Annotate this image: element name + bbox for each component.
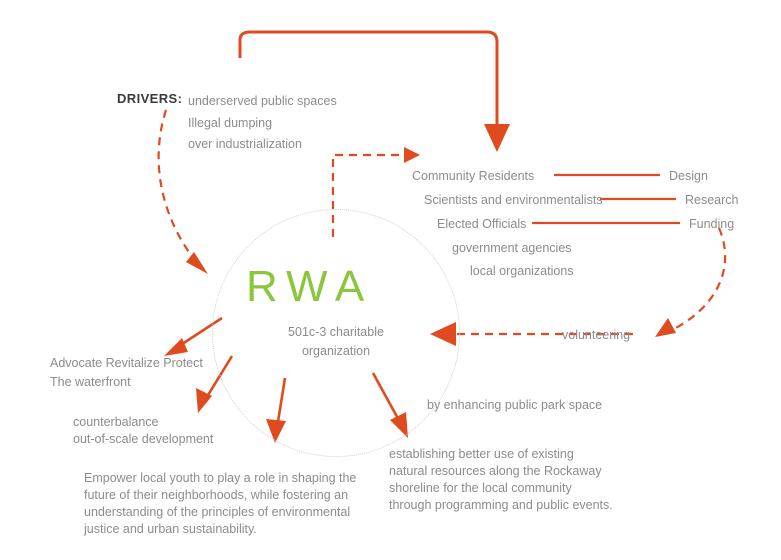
stakeholder-item-1: Scientists and environmentalists xyxy=(424,193,603,207)
drivers-item-2: over industrialization xyxy=(188,137,302,151)
volunteering-label: volunteering xyxy=(562,328,631,342)
output-empower-line-1: future of their neighborhoods, while fostering an xyxy=(84,488,349,502)
right-loop-arrowhead xyxy=(655,318,676,337)
org-subtitle-line1: 501c-3 charitable xyxy=(288,325,384,339)
stakeholder-item-4: local organizations xyxy=(470,264,574,278)
contribution-research: Research xyxy=(685,193,739,207)
drivers-dashed-arrowhead xyxy=(186,252,208,274)
output-empower-line-3: justice and urban sustainability. xyxy=(84,522,257,536)
output-park-space: by enhancing public park space xyxy=(427,398,603,412)
circle-to-stakeholders-arrowhead xyxy=(404,147,420,163)
stakeholder-item-0: Community Residents xyxy=(412,169,535,183)
output-arrowhead-counterbalance xyxy=(196,388,212,413)
output-empower-line-2: understanding of the principles of environmental xyxy=(84,505,351,519)
drivers-item-0: underserved public spaces xyxy=(188,94,337,108)
output-establishing-line-1: natural resources along the Rockaway xyxy=(389,464,602,478)
org-subtitle-line2: organization xyxy=(301,344,371,358)
output-counterbalance-line-0: counterbalance xyxy=(73,415,159,429)
top-loop-connector xyxy=(240,32,497,128)
output-establishing-line-2: shoreline for the local community xyxy=(389,481,572,495)
output-establishing-line-0: establishing better use of existing xyxy=(389,447,574,461)
output-advocate-line-0: Advocate Revitalize Protect xyxy=(50,356,203,370)
right-loop-connector xyxy=(672,228,725,330)
page-title: RWA xyxy=(246,262,374,311)
stakeholder-item-3: government agencies xyxy=(452,241,572,255)
contribution-funding: Funding xyxy=(689,217,735,231)
top-loop-arrowhead xyxy=(484,124,510,152)
drivers-item-1: Illegal dumping xyxy=(188,116,273,130)
output-empower-line-0: Empower local youth to play a role in shaping the xyxy=(84,471,357,485)
output-counterbalance-line-1: out-of-scale development xyxy=(73,432,214,446)
drivers-label: DRIVERS: xyxy=(117,91,183,106)
output-advocate-line-1: The waterfront xyxy=(50,375,131,389)
contribution-design: Design xyxy=(669,169,708,183)
output-establishing-line-3: through programming and public events. xyxy=(389,498,613,512)
stakeholder-item-2: Elected Officials xyxy=(437,217,527,231)
